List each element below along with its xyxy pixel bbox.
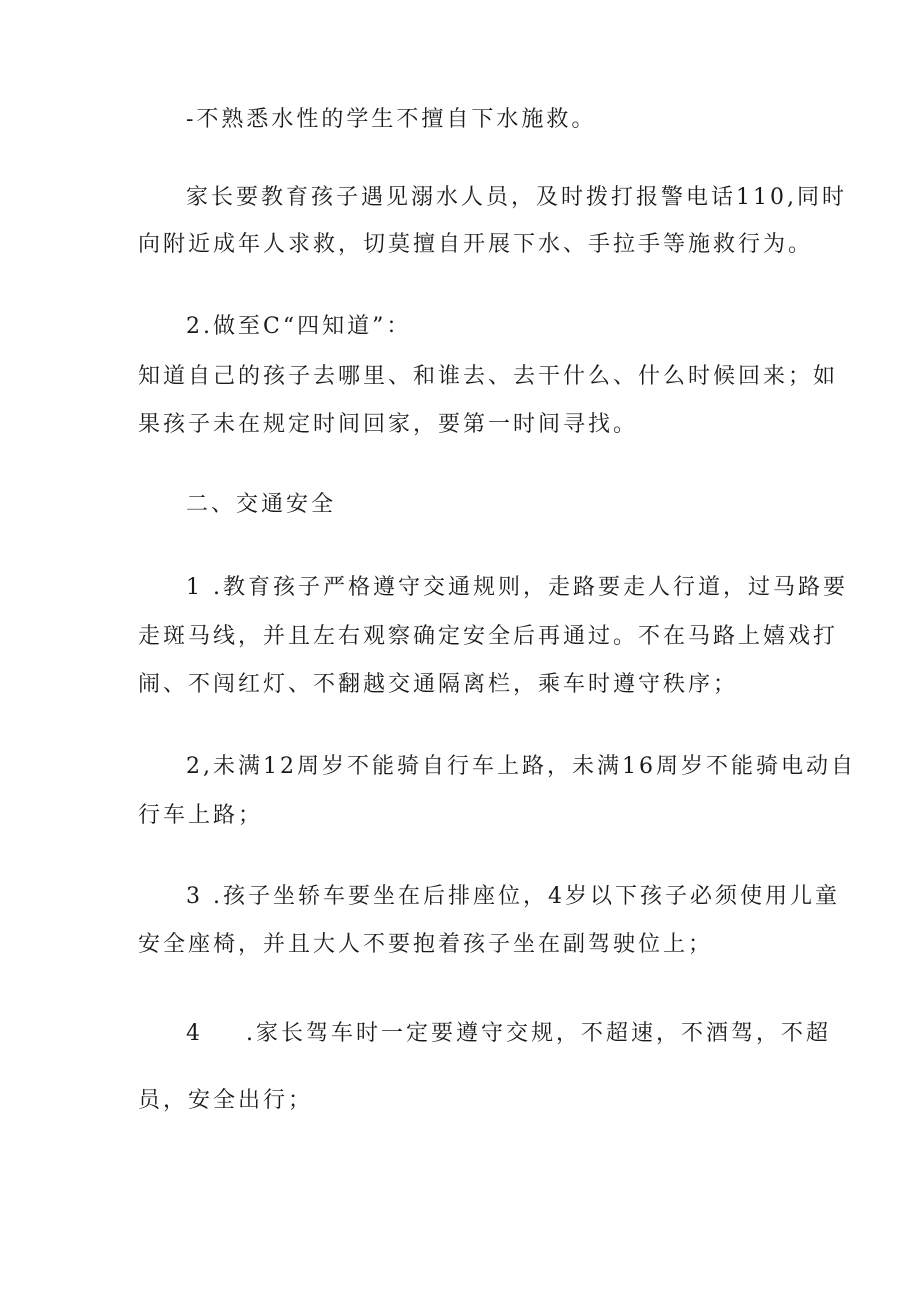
text-line-traffic-rule-1-cont: 走斑马线，并且左右观察确定安全后再通过。不在马路上嬉戏打 bbox=[138, 624, 839, 649]
text-line-traffic-rule-4-number: 4 bbox=[186, 1021, 203, 1046]
section-heading-traffic-safety: 二、交通安全 bbox=[186, 492, 337, 517]
text-line-drowning-rule: -不熟悉水性的学生不擅自下水施救。 bbox=[186, 107, 597, 132]
text-line-parent-education: 家长要教育孩子遇见溺水人员，及时拨打报警电话110,同时 bbox=[186, 185, 847, 210]
text-line-traffic-rule-2: 2,未满12周岁不能骑自行车上路，未满16周岁不能骑电动自 bbox=[186, 754, 856, 779]
text-line-traffic-rule-4-cont: 员，安全出行； bbox=[138, 1088, 314, 1113]
text-line-traffic-rule-1: 1 .教育孩子严格遵守交通规则，走路要走人行道，过马路要 bbox=[186, 575, 848, 600]
text-line-four-knows: 知道自己的孩子去哪里、和谁去、去干什么、什么时候回来；如 bbox=[138, 364, 839, 389]
text-line-four-knows-heading: 2.做至C“四知道”： bbox=[186, 314, 412, 339]
text-line-traffic-rule-1-cont2: 闹、不闯红灯、不翻越交通隔离栏，乘车时遵守秩序； bbox=[138, 672, 739, 697]
text-line-traffic-rule-4: .家长驾车时一定要遵守交规，不超速，不酒驾，不超 bbox=[246, 1021, 831, 1046]
text-line-parent-education-cont: 向附近成年人求救，切莫擅自开展下水、手拉手等施救行为。 bbox=[138, 232, 814, 257]
text-line-traffic-rule-3-cont: 安全座椅，并且大人不要抱着孩子坐在副驾驶位上； bbox=[138, 932, 714, 957]
text-line-four-knows-cont: 果孩子未在规定时间回家，要第一时间寻找。 bbox=[138, 412, 639, 437]
text-line-traffic-rule-3: 3 .孩子坐轿车要坐在后排座位，4岁以下孩子必须使用儿童 bbox=[186, 884, 840, 909]
text-line-traffic-rule-2-cont: 行车上路； bbox=[138, 803, 264, 828]
